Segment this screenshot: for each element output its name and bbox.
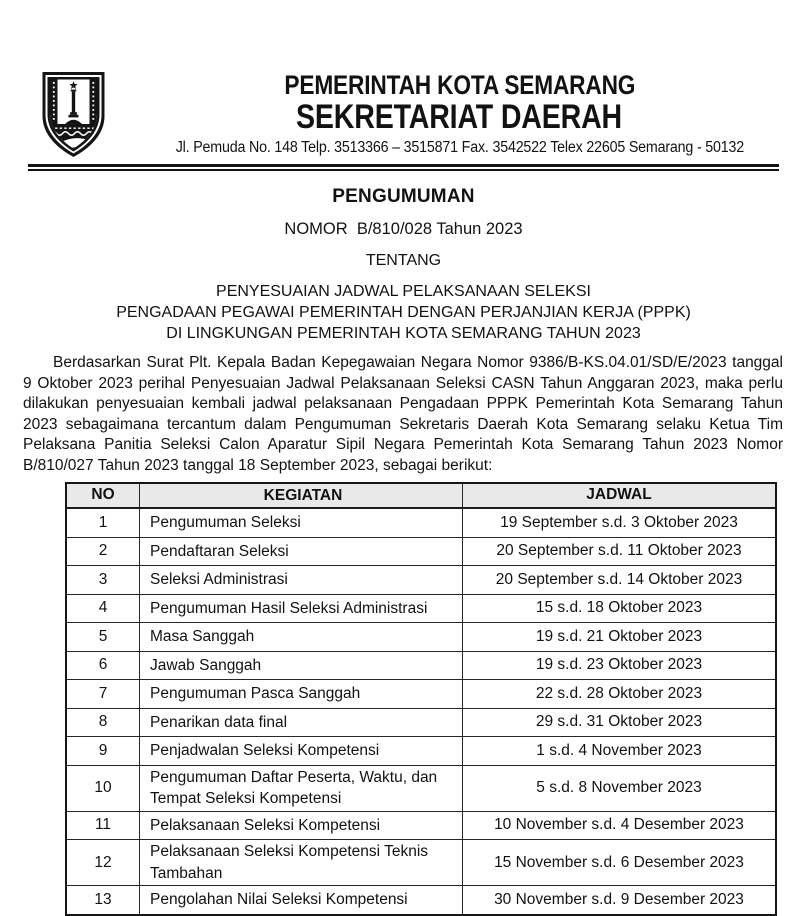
row-jadwal: 30 November s.d. 9 Desember 2023 (463, 886, 777, 915)
row-no: 4 (66, 594, 140, 623)
address-line: Jl. Pemuda No. 148 Telp. 3513366 – 3515871 Fax. 3542522 Telex 22605 Semarang - 50132 (175, 139, 744, 156)
table-row (66, 708, 776, 737)
row-jadwal: 15 s.d. 18 Oktober 2023 (463, 594, 777, 623)
subject-line-2: PENGADAAN PEGAWAI PEMERINTAH DENGAN PERJANJIAN KERJA (PPPK) (116, 304, 691, 321)
row-no: 3 (66, 566, 140, 595)
about-label: TENTANG (365, 252, 442, 269)
document-number: NOMOR B/810/028 Tahun 2023 (284, 220, 523, 238)
row-kegiatan: Pendaftaran Seleksi (140, 537, 463, 566)
row-kegiatan: Pelaksanaan Seleksi Kompetensi Teknis Tambahan (140, 840, 463, 886)
table-row (66, 886, 776, 915)
row-jadwal: 19 s.d. 21 Oktober 2023 (463, 623, 777, 652)
schedule-table (65, 482, 777, 916)
table-row (66, 566, 776, 595)
row-no: 5 (66, 623, 140, 652)
row-no: 9 (66, 737, 140, 766)
title-block (0, 186, 807, 344)
row-jadwal: 22 s.d. 28 Oktober 2023 (463, 680, 777, 709)
row-no: 2 (66, 537, 140, 566)
subject-line-3: DI LINGKUNGAN PEMERINTAH KOTA SEMARANG TAHUN 2023 (166, 325, 641, 342)
col-header-no: NO (66, 483, 140, 509)
row-jadwal: 10 November s.d. 4 Desember 2023 (463, 811, 777, 840)
row-jadwal: 15 November s.d. 6 Desember 2023 (463, 840, 777, 886)
table-row (66, 811, 776, 840)
letterhead-divider (28, 164, 779, 171)
table-header-row (66, 483, 776, 509)
row-kegiatan: Pelaksanaan Seleksi Kompetensi (140, 811, 463, 840)
row-kegiatan: Pengolahan Nilai Seleksi Kompetensi (140, 886, 463, 915)
subject-line-1: PENYESUAIAN JADWAL PELAKSANAAN SELEKSI (216, 283, 591, 300)
table-row (66, 537, 776, 566)
col-header-jadwal: JADWAL (463, 483, 777, 509)
row-no: 8 (66, 708, 140, 737)
row-jadwal: 20 September s.d. 14 Oktober 2023 (463, 566, 777, 595)
row-kegiatan: Seleksi Administrasi (140, 566, 463, 595)
table-row (66, 651, 776, 680)
schedule-table-body (66, 508, 776, 915)
document-title: PENGUMUMAN (332, 186, 475, 207)
table-row (66, 594, 776, 623)
row-no: 7 (66, 680, 140, 709)
row-kegiatan: Pengumuman Daftar Peserta, Waktu, dan Tempat Seleksi Kompetensi (140, 765, 463, 811)
row-jadwal: 20 September s.d. 11 Oktober 2023 (463, 537, 777, 566)
row-jadwal: 29 s.d. 31 Oktober 2023 (463, 708, 777, 737)
row-kegiatan: Pengumuman Seleksi (140, 508, 463, 537)
col-header-kegiatan: KEGIATAN (140, 483, 463, 509)
table-row (66, 623, 776, 652)
row-no: 6 (66, 651, 140, 680)
row-jadwal: 5 s.d. 8 November 2023 (463, 765, 777, 811)
table-row (66, 737, 776, 766)
row-no: 13 (66, 886, 140, 915)
table-row (66, 680, 776, 709)
row-jadwal: 19 s.d. 23 Oktober 2023 (463, 651, 777, 680)
row-no: 11 (66, 811, 140, 840)
body-paragraph: Berdasarkan Surat Plt. Kepala Badan Kepegawaian Negara Nomor 9386/B-KS.04.01/SD/E/2023 tanggal 9 Oktober 2023 perihal Penyesuaian Jadwal Pelaksanaan Seleksi CASN Tahun Anggaran 2023, maka perlu dilakukan penyesuaian kembali jadwal pelaksanaan Pengadaan PPPK Pemerintah Kota Semarang Tahun 2023 sebagaimana tercantum dalam Pengumuman Sekretaris Daerah Kota Semarang selaku Ketua Tim Pelaksana Panitia Seleksi Calon Aparatur Sipil Negara Pemerintah Kota Semarang Tahun 2023 Nomor B/810/027 Tahun 2023 tanggal 18 September 2023, sebagai berikut: (23, 354, 783, 474)
department-name: SEKRETARIAT DAERAH (296, 98, 623, 136)
row-no: 10 (66, 765, 140, 811)
table-row (66, 765, 776, 811)
government-name: PEMERINTAH KOTA SEMARANG (284, 70, 635, 100)
letterhead (0, 0, 807, 156)
row-kegiatan: Penarikan data final (140, 708, 463, 737)
subject-block (0, 281, 807, 344)
row-no: 12 (66, 840, 140, 886)
row-jadwal: 19 September s.d. 3 Oktober 2023 (463, 508, 777, 537)
semarang-coat-of-arms-icon (40, 70, 107, 159)
row-kegiatan: Jawab Sanggah (140, 651, 463, 680)
row-kegiatan: Pengumuman Hasil Seleksi Administrasi (140, 594, 463, 623)
row-jadwal: 1 s.d. 4 November 2023 (463, 737, 777, 766)
table-row (66, 840, 776, 886)
letterhead-text (112, 72, 807, 157)
row-kegiatan: Masa Sanggah (140, 623, 463, 652)
row-no: 1 (66, 508, 140, 537)
table-row (66, 508, 776, 537)
row-kegiatan: Penjadwalan Seleksi Kompetensi (140, 737, 463, 766)
row-kegiatan: Pengumuman Pasca Sanggah (140, 680, 463, 709)
